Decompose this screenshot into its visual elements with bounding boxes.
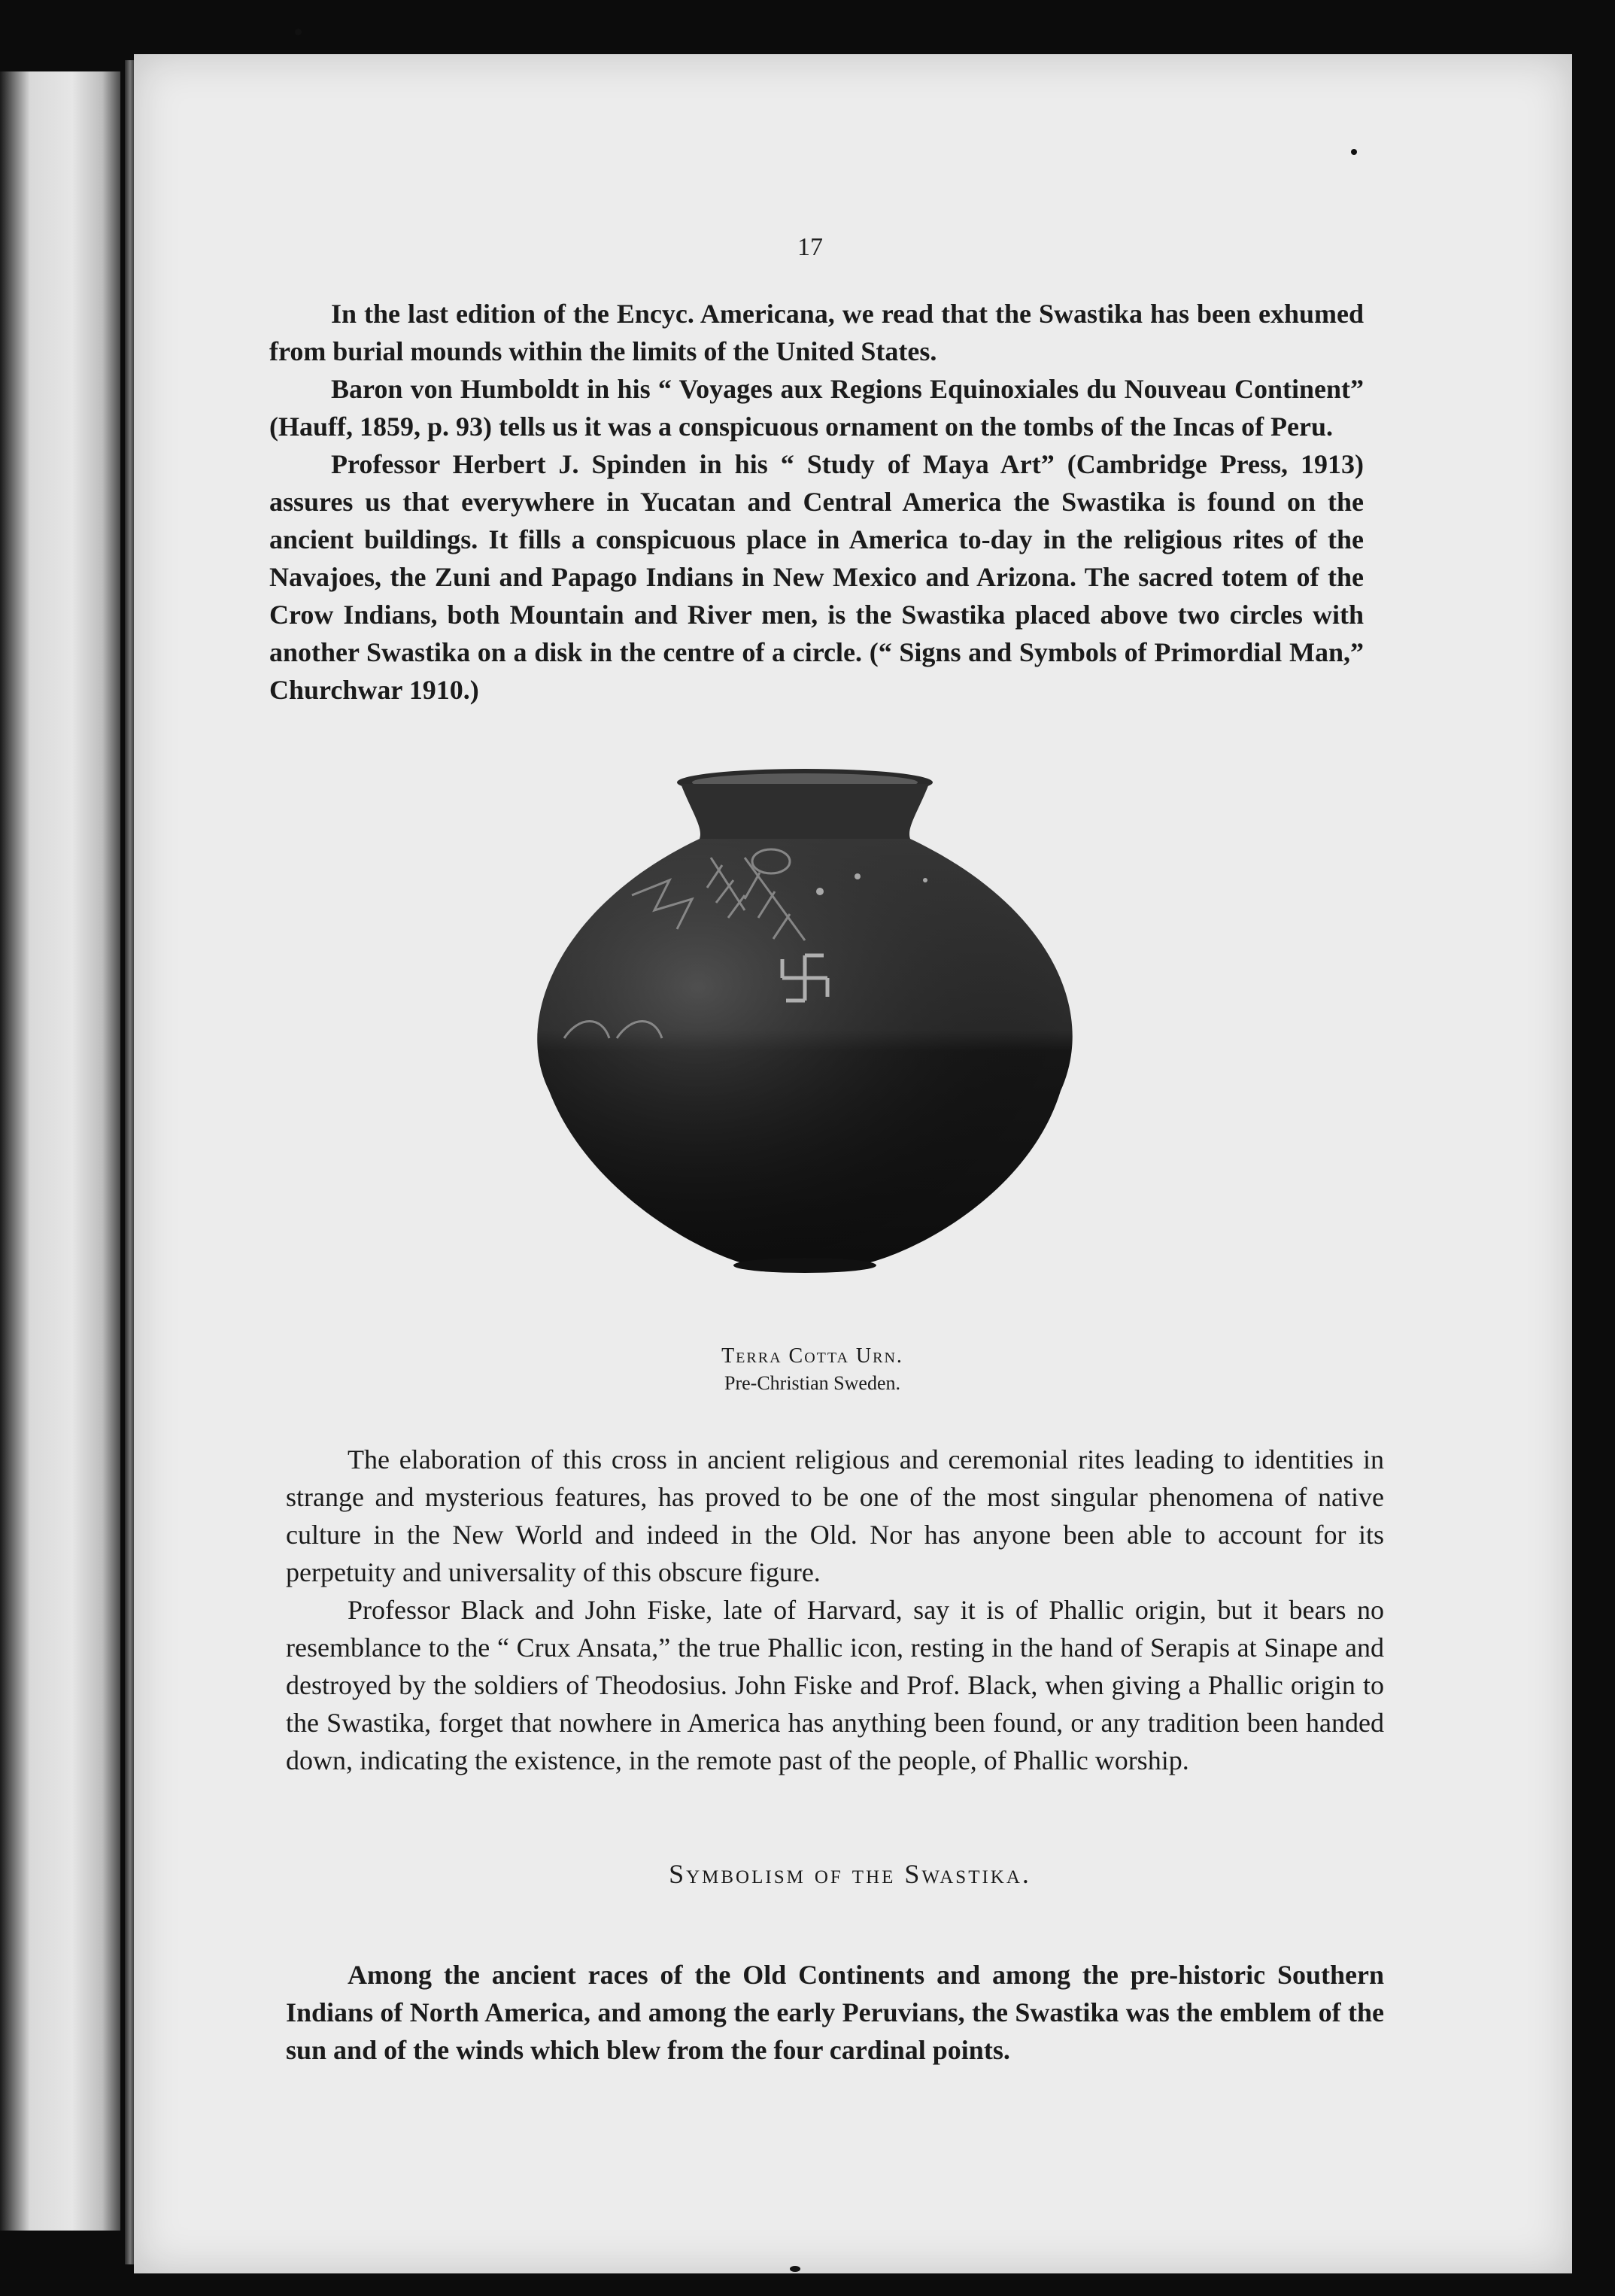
terra-cotta-urn-illustration (519, 767, 1091, 1324)
paragraph-americana: In the last edition of the Encyc. Americana, we read that the Swastika has been exhumed from burial mounds within the limits of the United States. (269, 299, 1364, 366)
figure-caption (602, 1343, 1023, 1397)
upper-text-block (269, 295, 1364, 709)
ink-speck (295, 29, 302, 35)
paragraph-humboldt: Baron von Humboldt in his “ Voyages aux Regions Equinoxiales du Nouveau Continent” (Hauff, 1859, p. 93) tells us it was a conspicuous ornament on the tombs of the Incas of Peru. (269, 374, 1364, 442)
closing-text-block (286, 1956, 1384, 2069)
caption-title: Terra Cotta Urn. (721, 1344, 903, 1368)
paragraph-black-fiske: Professor Black and John Fiske, late of Harvard, say it is of Phallic origin, but it bears no resemblance to the “ Crux Ansata,” the true Phallic icon, resting in the hand of Serapis at Sinape and destroyed by the soldiers of Theodosius. John Fiske and Prof. Black, when giving a Phallic origin to the Swastika, forget that nowhere in America has anything been found, or any tradition been handed down, indicating the existence, in the remote past of the people, of Phallic worship. (286, 1595, 1384, 1775)
facing-page-edge (0, 71, 120, 2231)
caption-subtitle: Pre-Christian Sweden. (724, 1372, 900, 1394)
ink-speck (790, 2266, 800, 2272)
ink-speck (1351, 149, 1357, 155)
section-heading: Symbolism of the Swastika. (669, 1859, 1031, 1889)
paragraph-spinden: Professor Herbert J. Spinden in his “ Study of Maya Art” (Cambridge Press, 1913) assures us that everywhere in Yucatan and Central America the Swastika is found on the ancient buildings. It fills a conspicuous place in America to-day in the religious rites of the Navajoes, the Zuni and Papago Indians in New Mexico and Arizona. The sacred totem of the Crow Indians, both Mountain and River men, is the Swastika placed above two circles with another Swastika on a disk in the centre of a circle. (“ Signs and Symbols of Primordial Man,” Churchwar 1910.) (269, 449, 1364, 705)
lower-text-block (286, 1441, 1384, 1779)
paragraph-ancient-races: Among the ancient races of the Old Continents and among the pre-historic Southern Indians of North America, and among the early Peruvians, the Swastika was the emblem of the sun and of the winds which blew from the four cardinal points. (286, 1960, 1384, 2065)
paragraph-elaboration: The elaboration of this cross in ancient religious and ceremonial rites leading to identities in strange and mysterious features, has proved to be one of the most singular phenomena of native culture in the New World and indeed in the Old. Nor has anyone been able to account for its perpetuity and universality of this obscure figure. (286, 1444, 1384, 1587)
page-number: 17 (797, 233, 823, 261)
